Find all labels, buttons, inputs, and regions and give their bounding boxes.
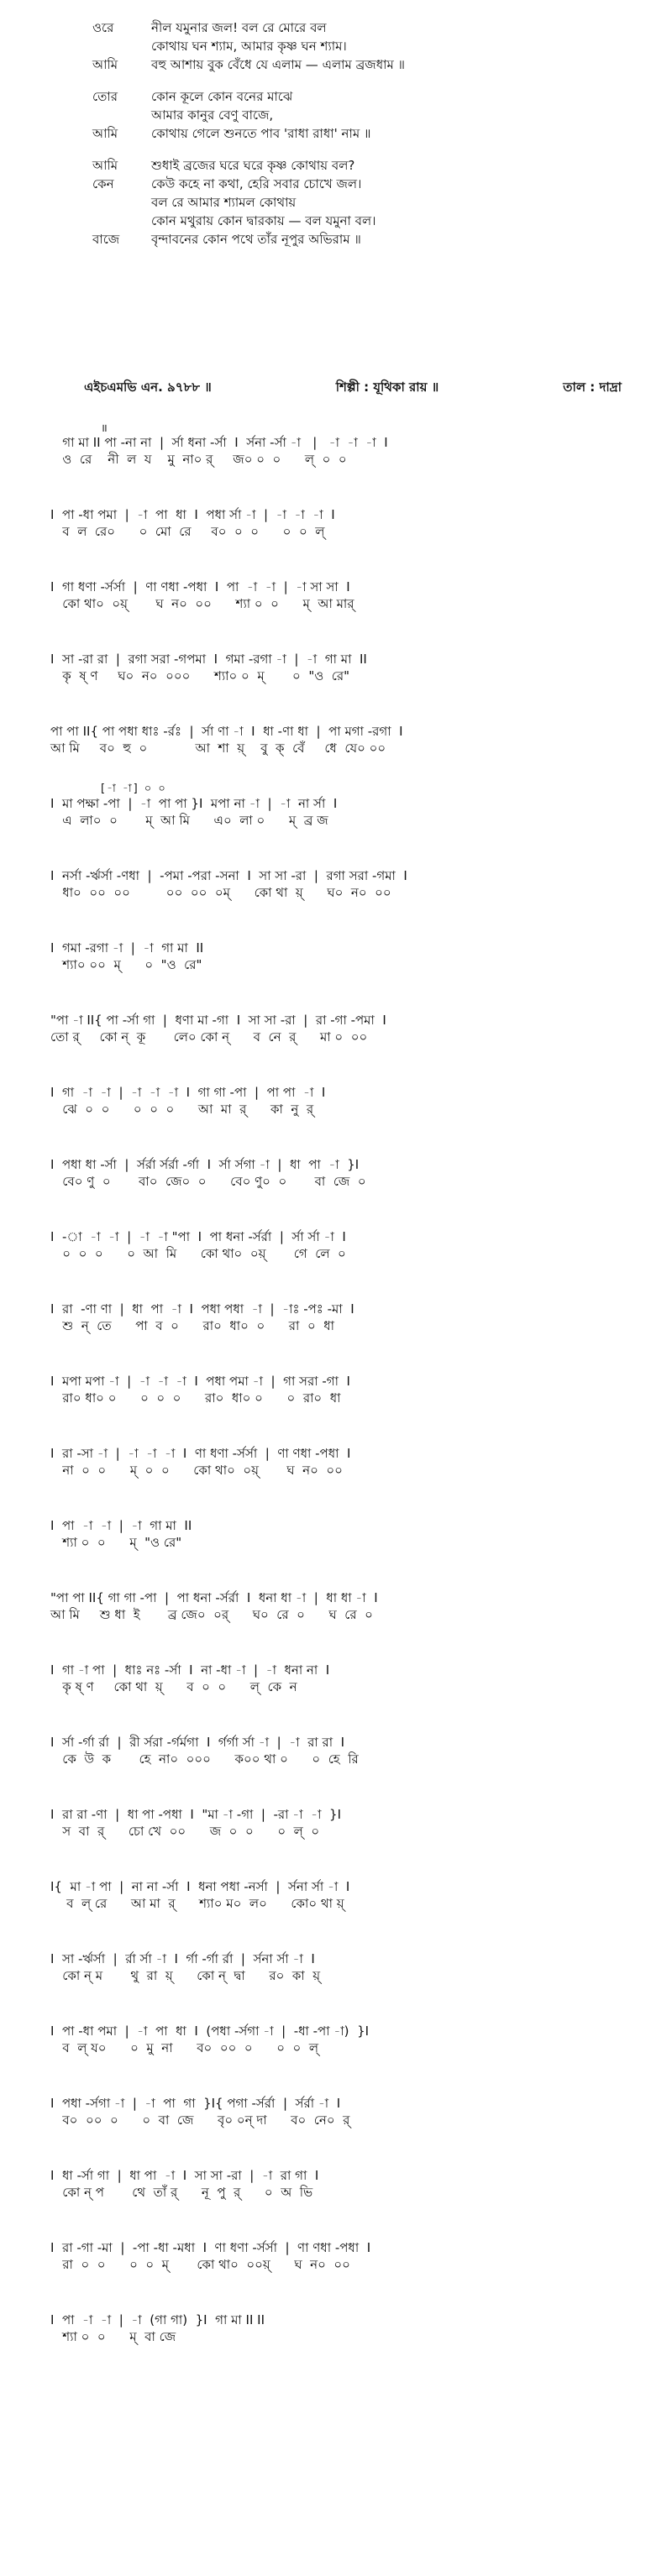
lyric-lead-word: তোর	[92, 89, 118, 104]
lyric-text: কেউ কহে না কথা, হেরি সবার চোখে জল।	[151, 176, 362, 191]
syllable-row: কো থা০ ০য়্ ঘ ন০ ০০ শ্যা ০ ০ ম্ আ মার্	[50, 596, 354, 611]
notation-prefix: ॥	[101, 422, 109, 435]
notation-line	[0, 1647, 672, 1720]
swaralipi-row: "পা -া II{ পা -র্সা গা | ধণা মা -গা I সা সা -রা | রা -গা -পমা I	[50, 1013, 386, 1028]
lyric-text: কোথায় ঘন শ্যাম, আমার কৃষ্ণ ঘন শ্যাম।	[151, 39, 347, 54]
lyric-line	[92, 55, 638, 74]
syllable-row: আ মি শু ধা ই ব্র জে০ ০র্ ঘ০ রে ০ ঘ রে ০	[50, 1607, 373, 1622]
notation-line	[0, 2297, 672, 2369]
lyric-line	[92, 106, 638, 124]
notation-line	[0, 1503, 672, 1575]
syllable-row: এ লা০ ০ ম্ আ মি এ০ লা ০ ম্ ব্র জ	[50, 813, 328, 828]
syllable-row: শ্যা ০ ০ ম্ "ও রে"	[50, 1535, 182, 1550]
lyric-lead-word: আমি	[92, 57, 118, 72]
swaralipi-row: I রা -ণা ণা | ধা পা -া I পধা পধা -া | -াঃ -পঃ -মা I	[50, 1301, 354, 1317]
notation-line	[0, 1720, 672, 1792]
notation-block	[0, 420, 672, 2369]
lyric-line	[92, 212, 638, 230]
notation-line	[0, 781, 672, 853]
syllable-row: ব০ ০০ ০ ০ বা জে বৃ০ ০ন্ দা ব০ নে০ র্	[50, 2113, 350, 2128]
lyric-lead-word: কেন	[92, 176, 114, 191]
lyric-lead-word: আমি	[92, 126, 118, 141]
swaralipi-row: I পা -া -া | -া (গা গা) }I গা মা II II	[50, 2312, 265, 2327]
swaralipi-row: I সা -রা রা | রগা সরা -গপমা I গমা -রগা -া | -া গা মা II	[50, 652, 367, 667]
notation-line	[0, 925, 672, 997]
lyric-line	[92, 193, 638, 212]
lyric-lead-word: বাজে	[92, 232, 120, 247]
swaralipi-row: I পধা -র্সগা -া | -া পা গা }I{ পগা -র্সর্রা | র্সর্রা -া I	[50, 2096, 341, 2111]
swaralipi-row: I গমা -রগা -া | -া গা মা II	[50, 940, 204, 956]
syllable-row: ধা০ ০০ ০০ ০০ ০০ ০ম্ কো থা য়্ ঘ০ ন০ ০০	[50, 885, 391, 900]
lyric-text: বৃন্দাবনের কোন পথে তাঁর নূপুর অভিরাম ॥	[151, 232, 361, 247]
syllable-row: ঝে ০ ০ ০ ০ ০ আ মা র্ কা নু র্	[50, 1102, 314, 1117]
swaralipi-row: I গা -া পা | ধাঃ নঃ -র্সা I না -ধা -া | -া ধনা না I	[50, 1662, 330, 1678]
syllable-row: তো র্ কো ন্ কূ লে০ কো ন্ ব নে র্ মা ০ ০০	[50, 1029, 368, 1045]
swaralipi-row: পা পা II{ পা পধা ধাঃ -র্রঃ | র্সা ণা -া I ধা -ণা ধা | পা মগা -রগা I	[50, 724, 403, 739]
syllable-row: ও রে নী ল য মু না০ র্ জ০ ০ ০ ল্ ০ ০	[50, 452, 347, 467]
notation-line	[0, 2008, 672, 2081]
notation-line	[0, 1214, 672, 1286]
taal-name: তাল : দাদ্রা	[563, 380, 622, 395]
syllable-row: ব ল্ রে আ মা র্ শ্যা০ ম০ ল০ কো০ থা য়্	[50, 1896, 344, 1911]
swaralipi-row: I পধা ধা -র্সা | র্সর্রা র্সর্রা -র্গা I র্সা র্সগা -া | ধা পা -া }I	[50, 1157, 360, 1172]
swaralipi-row: I পা -া -া | -া গা মা II	[50, 1518, 192, 1533]
swaralipi-row: I মা পক্ষা -পা | -া পা পা }I মপা না -া | -া না র্সা I	[50, 796, 338, 811]
lyric-lead-word	[92, 37, 151, 55]
swaralipi-row: I গা -া -া | -া -া -া I গা গা -পা | পা পা -া I	[50, 1085, 326, 1100]
lyric-text: নীল যমুনার জল! বল রে মোরে বল	[151, 20, 327, 35]
lyric-line	[92, 87, 638, 106]
swaralipi-row: I রা রা -ণা | ধা পা -পধা I "মা -া -গা | -রা -া -া }I	[50, 1807, 342, 1822]
lyric-line	[92, 156, 638, 175]
notation-line	[0, 1142, 672, 1214]
swaralipi-row: I রা -সা -া | -া -া -া I ণা ধণা -র্সর্সা | ণা ণধা -পধা I	[50, 1446, 351, 1461]
lyric-text: বহু আশায় বুক বেঁধে যে এলাম — এলাম ব্রজধাম ॥	[151, 57, 406, 72]
notation-line	[0, 1575, 672, 1647]
lyric-line	[92, 175, 638, 193]
swaralipi-row: গা মা II পা -না না | র্সা ধনা -র্সা I র্সনা -র্সা -া | -া -া -া I	[50, 435, 388, 450]
notation-line	[0, 1936, 672, 2008]
syllable-row: কো ন্ ম থু রা য়্ কো ন্ দ্বা র০ কা য়্	[50, 1968, 321, 1983]
syllable-row: শ্যা০ ০০ ম্ ০ "ও রে"	[50, 957, 202, 972]
notation-line	[0, 853, 672, 925]
swaralipi-row: I পা -ধা পমা | -া পা ধা I পধা র্সা -া | -া -া -া I	[50, 507, 335, 522]
notation-line	[0, 709, 672, 781]
notation-line	[0, 1792, 672, 1864]
syllable-row: রা ০ ০ ০ ০ ম্ কো থা০ ০০য়্ ঘ ন০ ০০	[50, 2257, 350, 2272]
song-metadata	[84, 378, 622, 399]
syllable-row: না ০ ০ ম্ ০ ০ কো থা০ ০য়্ ঘ ন০ ০০	[50, 1463, 343, 1478]
notation-line	[0, 2081, 672, 2153]
swaralipi-row: I র্সা -র্গা র্রা | রী র্সরা -র্গর্মগা I র্গর্গা র্সা -া | -া রা রা I	[50, 1735, 345, 1750]
lyric-line	[92, 37, 638, 55]
lyric-line	[92, 18, 638, 37]
notation-line	[0, 1359, 672, 1431]
swaralipi-row: I পা -ধা পমা | -া পা ধা I (পধা -র্সগা -া | -ধা -পা -া) }I	[50, 2024, 370, 2039]
lyric-lead-word: আমি	[92, 158, 118, 173]
syllable-row: ব ল্ য০ ০ মু না ব০ ০০ ০ ০ ০ ল্	[50, 2040, 318, 2055]
lyric-line	[92, 230, 638, 249]
syllable-row: রা০ ধা০ ০ ০ ০ ০ রা০ ধা০ ০ ০ রা০ ধা	[50, 1390, 341, 1406]
notation-line	[0, 997, 672, 1070]
lyric-text: কোথায় গেলে শুনতে পাব 'রাধা রাধা' নাম ॥	[151, 126, 371, 141]
syllable-row: ব ল রে০ ০ মো রে ব০ ০ ০ ০ ০ ল্	[50, 524, 325, 539]
syllable-row: আ মি ব০ হু ০ আ শা য়্ বু ক্ বেঁ ধে যে০ ০০	[50, 741, 386, 756]
swaralipi-row: I{ মা -া পা | না না -র্সা I ধনা পধা -নর্সা | র্সনা র্সা -া I	[50, 1879, 350, 1894]
swaralipi-row: I নর্সা -র্ঋর্সা -ণধা | -পমা -পরা -সনা I সা সা -রা | রগা সরা -গমা I	[50, 868, 407, 883]
syllable-row: ০ ০ ০ ০ আ মি কো থা০ ০য়্ গে লে ০	[50, 1246, 346, 1261]
lyric-text: কোন কূলে কোন বনের মাঝে	[151, 89, 293, 104]
lyric-lead-word: ওরে	[92, 20, 114, 35]
notation-line	[0, 1070, 672, 1142]
swaralipi-row: I রা -গা -মা | -পা -ধা -মধা I ণা ধণা -র্সর্সা | ণা ণধা -পধা I	[50, 2240, 371, 2255]
notation-line	[0, 2225, 672, 2297]
swaralipi-row: I গা ধণা -র্সর্সা | ণা ণধা -পধা I পা -া -া | -া সা সা I	[50, 579, 350, 594]
notation-line	[0, 2153, 672, 2225]
swaralipi-row: "পা পা II{ গা গা -পা | পা ধনা -র্সর্রা I ধনা ধা -া | ধা ধা -া I	[50, 1590, 378, 1605]
lyric-text: আমার কানুর বেণু বাজে,	[151, 107, 274, 123]
notation-line	[0, 1286, 672, 1359]
syllable-row: কৃ ষ্ ণ ঘ০ ন০ ০০০ শ্যা০ ০ ম্ ০ "ও রে"	[50, 668, 350, 683]
syllable-row: শ্যা ০ ০ ম্ বা জে	[50, 2329, 176, 2344]
stanza-gap	[92, 143, 638, 156]
lyric-text: কোন মথুরায় কোন দ্বারকায় — বল যমুনা বল।	[151, 213, 376, 228]
lyric-line	[92, 124, 638, 143]
syllable-row: স বা র্ চো খে ০০ জ ০ ০ ০ ল্ ০	[50, 1824, 320, 1839]
swaralipi-row: I -া -া -া | -া -া "পা I পা ধনা -র্সর্রা | র্সা র্সা -া I	[50, 1229, 346, 1244]
notation-line	[0, 1431, 672, 1503]
lyrics-block	[92, 18, 638, 249]
notation-line	[0, 420, 672, 492]
notation-line	[0, 1864, 672, 1936]
syllable-row: কে উ ক হে না০ ০০০ ক০০ থা ০ ০ হে রি	[50, 1751, 359, 1767]
lyric-lead-word	[92, 212, 151, 230]
notation-line	[0, 636, 672, 709]
record-number: এইচএমভি এন. ৯৭৮৮ ॥	[84, 380, 212, 395]
syllable-row: বে০ ণু ০ বা০ জে০ ০ বে০ ণু০ ০ বা জে ০	[50, 1174, 366, 1189]
notation-line	[0, 564, 672, 636]
syllable-row: কো ন্ প থে তাঁ র্ নূ পু র্ ০ অ ভি	[50, 2185, 313, 2200]
lyric-lead-word	[92, 106, 151, 124]
swaralipi-row: I ধা -র্সা গা | ধা পা -া I সা সা -রা | -া রা গা I	[50, 2168, 319, 2183]
notation-line	[0, 492, 672, 564]
lyric-text: শুধাই ব্রজের ঘরে ঘরে কৃষ্ণ কোথায় বল?	[151, 158, 355, 173]
swaralipi-row: I মপা মপা -া | -া -া -া I পধা পমা -া | গা সরা -গা I	[50, 1374, 350, 1389]
notation-prefix: [-া -া] ০ ০	[101, 783, 167, 795]
stanza-gap	[92, 74, 638, 87]
swaralipi-row: I সা -র্ঋর্সা | র্রা র্সা -া I র্গা -র্গা র্রা | র্সনা র্সা -া I	[50, 1951, 315, 1966]
lyric-lead-word	[92, 193, 151, 212]
syllable-row: শু ন্ তে পা ব ০ রা০ ধা০ ০ রা ০ ধা	[50, 1318, 334, 1333]
syllable-row: কৃ ষ্ ণ কো থা য়্ ব ০ ০ ল্ কে ন	[50, 1679, 297, 1694]
lyric-text: বল রে আমার শ্যামল কোথায়	[151, 195, 297, 210]
artist-name: শিল্পী : যূথিকা রায় ॥	[335, 380, 439, 395]
